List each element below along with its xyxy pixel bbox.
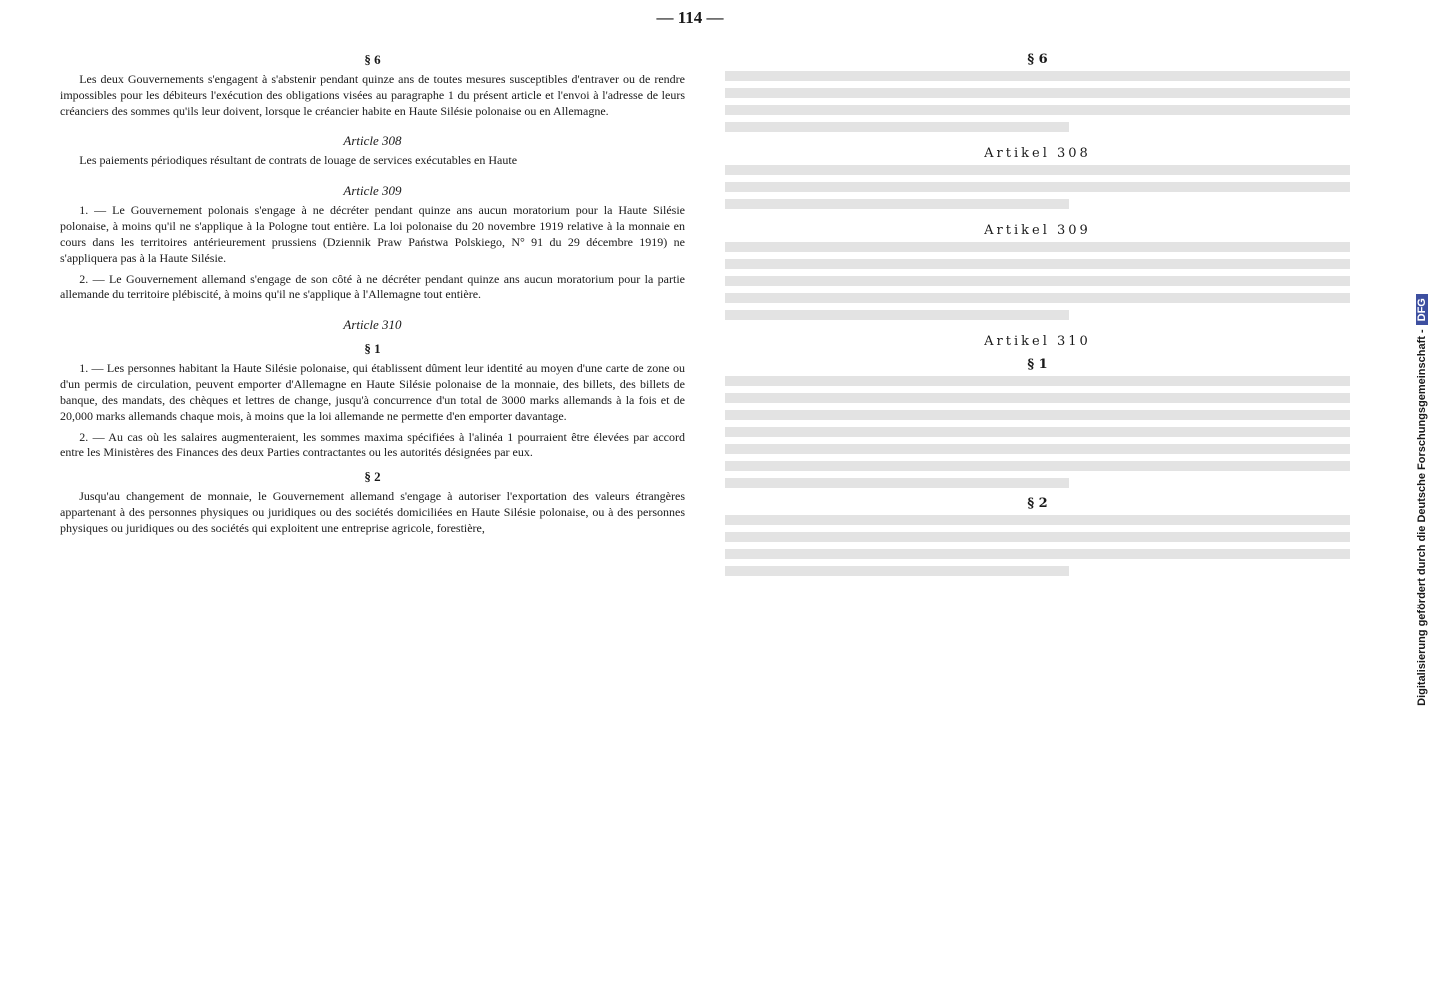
- german-article-310-section-2-heading: § 2: [1027, 496, 1048, 511]
- article-310-heading: Article 310: [343, 317, 402, 333]
- german-article-310-heading: Artikel 310: [984, 334, 1091, 349]
- german-text-line: [725, 393, 1350, 403]
- german-text-line: [725, 515, 1350, 525]
- german-text-line: [725, 478, 1069, 488]
- article-308-heading: Article 308: [343, 133, 402, 149]
- german-text-line: [725, 461, 1350, 471]
- german-text-line: [725, 566, 1069, 576]
- german-text-line: [725, 444, 1350, 454]
- article-308-text: Les paiements périodiques résultant de contrats de louage de services exécutables en Haute: [79, 153, 518, 168]
- article-310-section-1-paragraph-2: 2. — Au cas où les salaires augmenteraient, les sommes maxima spécifiées à l'alinéa 1 pourraient être élevées par accord entre les Ministères des Finances des deux Parties contractantes ou les autorités désignées par eux.: [60, 429, 685, 460]
- german-column: [725, 44, 1350, 974]
- german-text-line: [725, 549, 1350, 559]
- german-text-line: [725, 242, 1350, 252]
- treaty-text: [60, 44, 1350, 974]
- german-text-line: [725, 376, 1350, 386]
- german-text-line: [725, 259, 1350, 269]
- article-309-heading: Article 309: [343, 183, 402, 199]
- german-text-line: [725, 410, 1350, 420]
- german-text-line: [725, 165, 1350, 175]
- german-article-310-section-1-heading: § 1: [1027, 357, 1048, 372]
- german-text-line: [725, 427, 1350, 437]
- credit-text: Digitalisierung gefördert durch die Deutsche Forschungsgemeinschaft -: [1416, 329, 1428, 706]
- german-article-308-heading: Artikel 308: [984, 146, 1091, 161]
- section-6-text: Les deux Gouvernements s'engagent à s'abstenir pendant quinze ans de toutes mesures susceptibles d'entraver ou de rendre impossibles pour les débiteurs l'exécution des obligations visées au paragraphe 1 du présent article et l'envoi à l'adresse de leurs créanciers des sommes qu'ils leur doivent, lorsque le créancier habite en Haute Silésie polonaise ou en Allemagne.: [60, 72, 685, 118]
- page-number: — 114 —: [656, 8, 724, 27]
- digitization-credit: [1408, 90, 1434, 910]
- german-section-6-heading: § 6: [1027, 52, 1048, 67]
- german-text-line: [725, 105, 1350, 115]
- german-text-line: [725, 199, 1069, 209]
- article-310-section-1-paragraph-1: 1. — Les personnes habitant la Haute Silésie polonaise, qui établissent dûment leur identité au moyen d'une carte de zone ou d'un permis de circulation, peuvent emporter d'Allemagne en Haute Silésie polonaise de la monnaie, des billets, des billets de banque, des mandats, des chèques et lettres de change, jusqu'à concurrence d'un total de 3000 marks allemands à la fois et de 20,000 marks allemands chaque mois, à moins que la loi allemande ne permette d'en emporter davantage.: [60, 361, 685, 423]
- article-310-section-2-heading: § 2: [364, 469, 381, 485]
- german-text-line: [725, 293, 1350, 303]
- german-text-line: [725, 310, 1069, 320]
- french-column: [60, 44, 685, 974]
- german-article-309-heading: Artikel 309: [984, 223, 1091, 238]
- german-text-line: [725, 182, 1350, 192]
- german-text-line: [725, 532, 1350, 542]
- german-text-line: [725, 122, 1069, 132]
- article-310-section-2-text: Jusqu'au changement de monnaie, le Gouvernement allemand s'engage à autoriser l'exportation des valeurs étrangères appartenant à des personnes physiques ou juridiques ou des sociétés domiciliées en Haute Silésie polonaise, ou à des personnes physiques ou juridiques ou des sociétés qui exploitent une entreprise agricole, forestière,: [60, 489, 685, 535]
- dfg-logo: DFG: [1416, 294, 1428, 325]
- german-text-line: [725, 71, 1350, 81]
- section-6-heading: § 6: [364, 52, 381, 67]
- article-309-paragraph-1: 1. — Le Gouvernement polonais s'engage à ne décréter pendant quinze ans aucun moratorium pour la Haute Silésie polonaise, à moins qu'il ne s'applique à la Pologne tout entière. La loi polonaise du 20 novembre 1919 relative à la monnaie en cours dans les territoires antérieurement prussiens (Dziennik Praw Państwa Polskiego, N° 91 du 29 décembre 1919) ne s'appliquera pas à la Haute Silésie.: [60, 203, 685, 265]
- article-309-paragraph-2: 2. — Le Gouvernement allemand s'engage de son côté à ne décréter pendant quinze ans aucun moratorium pour la partie allemande du territoire plébiscité, à moins qu'il ne s'applique à l'Allemagne tout entière.: [60, 271, 685, 302]
- german-text-line: [725, 88, 1350, 98]
- german-text-line: [725, 276, 1350, 286]
- article-310-section-1-heading: § 1: [364, 341, 381, 357]
